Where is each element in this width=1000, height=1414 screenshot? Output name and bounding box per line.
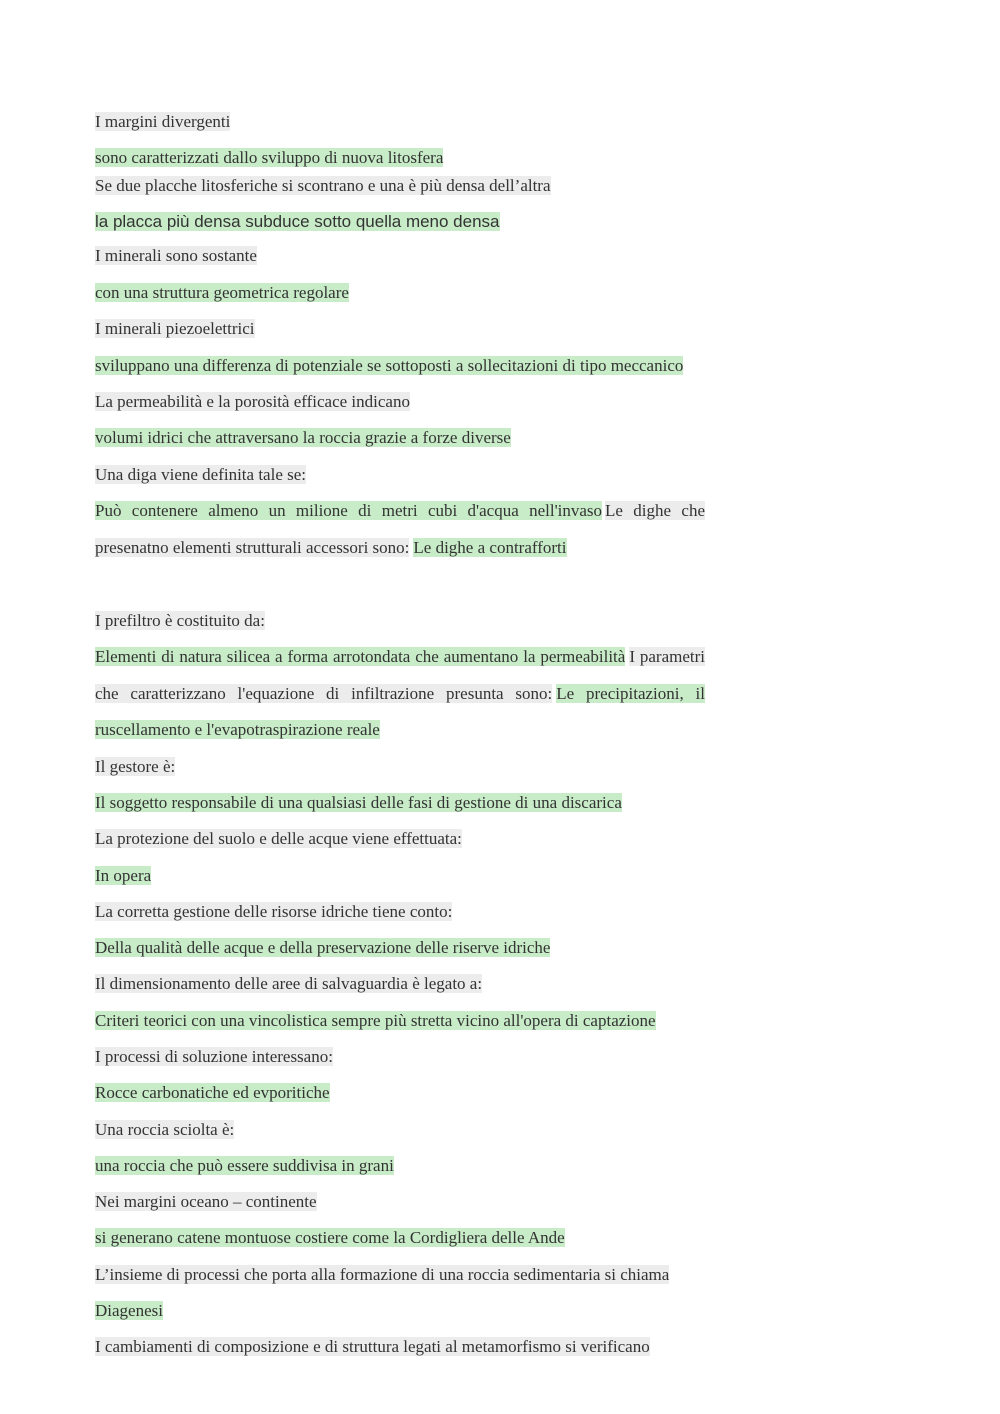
- answer-text: Il soggetto responsabile di una qualsiasi delle fasi di gestione di una discarica: [95, 793, 622, 812]
- answer-text: si generano catene montuose costiere come la Cordigliera delle Ande: [95, 1228, 565, 1247]
- answer-text: con una struttura geometrica regolare: [95, 283, 349, 302]
- question-text: Se due placche litosferiche si scontrano e una è più densa dell’altra: [95, 176, 551, 195]
- answer-text: sono caratterizzati dallo sviluppo di nuova litosfera: [95, 148, 444, 167]
- question-text: La protezione del suolo e delle acque viene effettuata:: [95, 829, 462, 848]
- question-text: I processi di soluzione interessano:: [95, 1047, 333, 1066]
- answer-text: volumi idrici che attraversano la roccia grazie a forze diverse: [95, 428, 511, 447]
- answer-text: una roccia che può essere suddivisa in grani: [95, 1156, 394, 1175]
- question-text: I prefiltro è costituito da:: [95, 611, 265, 630]
- question-text: I margini divergenti: [95, 112, 231, 131]
- paragraph-line: [95, 493, 705, 566]
- answer-text: Rocce carbonatiche ed evporitiche: [95, 1083, 330, 1102]
- question-text: La corretta gestione delle risorse idriche tiene conto:: [95, 902, 453, 921]
- answer-text: la placca più densa subduce sotto quella meno densa: [95, 212, 500, 231]
- answer-text: In opera: [95, 866, 152, 885]
- question-text: Nei margini oceano – continente: [95, 1192, 317, 1211]
- question-text: Il dimensionamento delle aree di salvaguardia è legato a:: [95, 974, 483, 993]
- question-text: I minerali sono sostante: [95, 246, 257, 265]
- question-text: Una roccia sciolta è:: [95, 1120, 235, 1139]
- question-text: La permeabilità e la porosità efficace indicano: [95, 392, 410, 411]
- question-text: Il gestore è:: [95, 757, 176, 776]
- question-text: I cambiamenti di composizione e di struttura legati al metamorfismo si verificano: [95, 1337, 650, 1356]
- answer-text: Elementi di natura silicea a forma arrotondata che aumentano la permeabilità: [95, 647, 626, 666]
- question-text: L’insieme di processi che porta alla formazione di una roccia sedimentaria si chiama: [95, 1265, 670, 1284]
- answer-text: Diagenesi: [95, 1301, 163, 1320]
- answer-text: sviluppano una differenza di potenziale se sottoposti a sollecitazioni di tipo meccanico: [95, 356, 684, 375]
- answer-text: Le dighe a contrafforti: [413, 537, 567, 557]
- answer-text: Criteri teorici con una vincolistica sempre più stretta vicino all'opera di captazione: [95, 1011, 656, 1030]
- question-text: I minerali piezoelettrici: [95, 319, 255, 338]
- answer-text: Le precipitazioni, il ruscellamento e l'evapotraspirazione reale: [95, 683, 705, 739]
- question-text: Le dighe che presenatno elementi strutturali accessori sono:: [95, 501, 705, 557]
- paragraph-line: [95, 639, 705, 749]
- answer-text: Della qualità delle acque e della preservazione delle riserve idriche: [95, 938, 551, 957]
- question-text: Una diga viene definita tale se:: [95, 465, 306, 484]
- question-text: I parametri che caratterizzano l'equazione di infiltrazione presunta sono:: [95, 647, 705, 703]
- answer-text: Può contenere almeno un milione di metri cubi d'acqua nell'invaso: [95, 501, 603, 520]
